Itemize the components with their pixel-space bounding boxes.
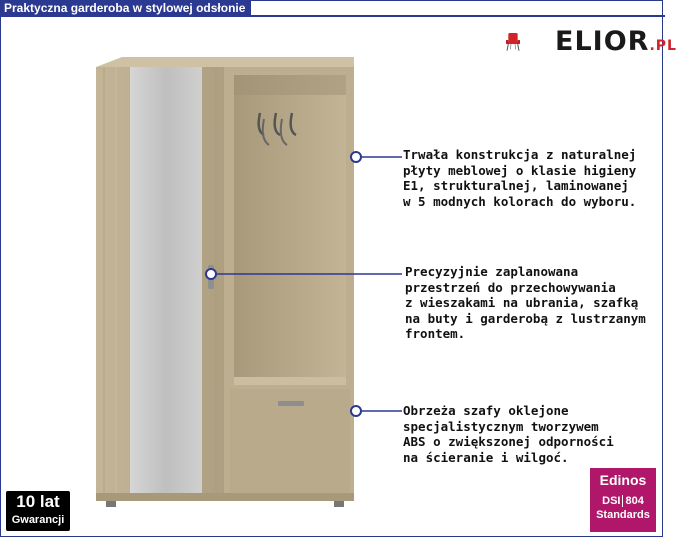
warranty-badge [6,491,70,531]
feature-construction: Trwała konstrukcja z naturalnej płyty meblowej o klasie higieny E1, strukturalnej, laminowanej w 5 modnych kolorach do wyboru. [403,147,637,209]
callout-marker-2 [206,269,216,279]
brand-suffix: .PL [649,38,677,54]
brand-name: ELIOR [555,26,650,57]
certificate-code [590,494,656,508]
warranty-label: Gwarancji [11,514,65,526]
callout-marker-3 [351,406,361,416]
certificate-brand: Edinos [599,472,647,488]
certificate-bottom: Standards [596,509,650,521]
feature-storage: Precyzyjnie zaplanowana przestrzeń do przechowywania z wieszakami na ubrania, szafką na buty i garderobą z lustrzanym frontem. [405,264,646,341]
page-title: Praktyczna garderoba w stylowej odsłonie [0,0,251,16]
certificate-left: DSI [602,495,621,507]
warranty-years: 10 lat [16,492,60,511]
feature-edges: Obrzeża szafy oklejone specjalistycznym tworzywem ABS o zwiększonej odporności na ścieranie i wilgoć. [403,403,614,465]
callout-marker-1 [351,152,361,162]
certificate-right: 804 [625,495,644,507]
certificate-badge [590,468,656,532]
